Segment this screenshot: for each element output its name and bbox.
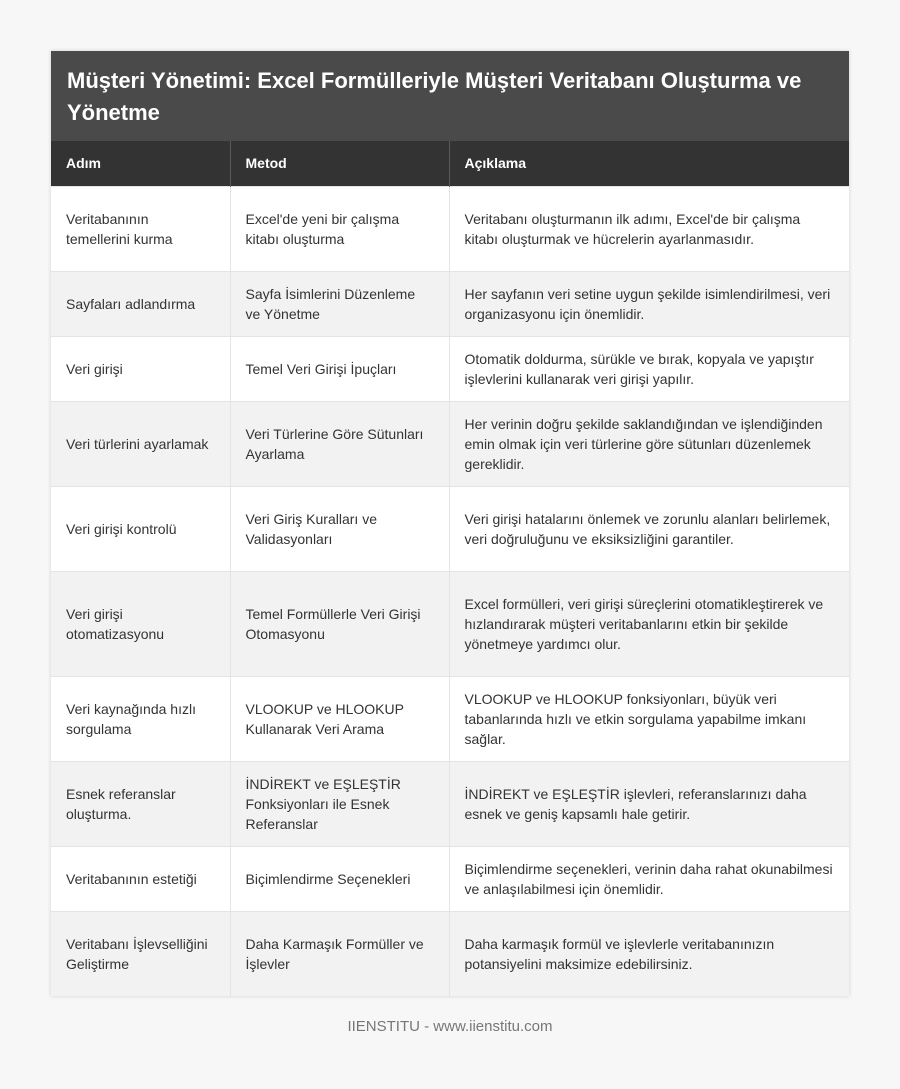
step-cell: Veritabanının temellerini kurma (51, 186, 230, 271)
table-row (51, 486, 849, 571)
method-cell: Veri Türlerine Göre Sütunları Ayarlama (230, 401, 449, 486)
table-row (51, 911, 849, 996)
table-row (51, 186, 849, 271)
step-cell: Veritabanının estetiği (51, 846, 230, 911)
method-cell: Biçimlendirme Seçenekleri (230, 846, 449, 911)
method-cell: Sayfa İsimlerini Düzenleme ve Yönetme (230, 271, 449, 336)
title-bar (51, 51, 849, 141)
description-cell: İNDİREKT ve EŞLEŞTİR işlevleri, referanslarınızı daha esnek ve geniş kapsamlı hale getirir. (449, 761, 849, 846)
page-title: Müşteri Yönetimi: Excel Formülleriyle Müşteri Veritabanı Oluşturma ve Yönetme (67, 68, 802, 125)
method-cell: İNDİREKT ve EŞLEŞTİR Fonksiyonları ile Esnek Referanslar (230, 761, 449, 846)
header-method: Metod (230, 141, 449, 186)
method-cell: VLOOKUP ve HLOOKUP Kullanarak Veri Arama (230, 676, 449, 761)
description-cell: Otomatik doldurma, sürükle ve bırak, kopyala ve yapıştır işlevlerini kullanarak veri girişi yapılır. (449, 336, 849, 401)
table-row (51, 761, 849, 846)
step-cell: Sayfaları adlandırma (51, 271, 230, 336)
footer-credit: IIENSTITU - www.iienstitu.com (347, 1018, 553, 1035)
description-cell: Veri girişi hatalarını önlemek ve zorunlu alanları belirlemek, veri doğruluğunu ve eksiksizliğini garantiler. (449, 486, 849, 571)
table-header-row (51, 141, 849, 186)
step-cell: Veritabanı İşlevselliğini Geliştirme (51, 911, 230, 996)
table-card (51, 51, 849, 996)
method-cell: Temel Formüllerle Veri Girişi Otomasyonu (230, 571, 449, 676)
step-cell: Veri girişi otomatizasyonu (51, 571, 230, 676)
method-cell: Daha Karmaşık Formüller ve İşlevler (230, 911, 449, 996)
description-cell: Her sayfanın veri setine uygun şekilde isimlendirilmesi, veri organizasyonu için önemlidir. (449, 271, 849, 336)
step-cell: Veri türlerini ayarlamak (51, 401, 230, 486)
description-cell: Daha karmaşık formül ve işlevlerle veritabanınızın potansiyelini maksimize edebilirsiniz. (449, 911, 849, 996)
header-step: Adım (51, 141, 230, 186)
table-row (51, 676, 849, 761)
header-description: Açıklama (449, 141, 849, 186)
table-row (51, 401, 849, 486)
method-cell: Excel'de yeni bir çalışma kitabı oluşturma (230, 186, 449, 271)
description-cell: Excel formülleri, veri girişi süreçlerini otomatikleştirerek ve hızlandırarak müşteri veritabanlarını etkin bir şekilde yönetmeye yardımcı olur. (449, 571, 849, 676)
description-cell: Biçimlendirme seçenekleri, verinin daha rahat okunabilmesi ve anlaşılabilmesi için önemlidir. (449, 846, 849, 911)
step-cell: Veri girişi kontrolü (51, 486, 230, 571)
step-cell: Esnek referanslar oluşturma. (51, 761, 230, 846)
method-cell: Veri Giriş Kuralları ve Validasyonları (230, 486, 449, 571)
description-cell: VLOOKUP ve HLOOKUP fonksiyonları, büyük veri tabanlarında hızlı ve etkin sorgulama yapabilme imkanı sağlar. (449, 676, 849, 761)
table-row (51, 271, 849, 336)
table-row (51, 336, 849, 401)
table-row (51, 846, 849, 911)
description-cell: Veritabanı oluşturmanın ilk adımı, Excel'de bir çalışma kitabı oluşturmak ve hücrelerin ayarlanmasıdır. (449, 186, 849, 271)
step-cell: Veri kaynağında hızlı sorgulama (51, 676, 230, 761)
description-cell: Her verinin doğru şekilde saklandığından ve işlendiğinden emin olmak için veri türlerine göre sütunları düzenlemek gereklidir. (449, 401, 849, 486)
method-cell: Temel Veri Girişi İpuçları (230, 336, 449, 401)
step-cell: Veri girişi (51, 336, 230, 401)
steps-table (51, 141, 849, 996)
table-row (51, 571, 849, 676)
